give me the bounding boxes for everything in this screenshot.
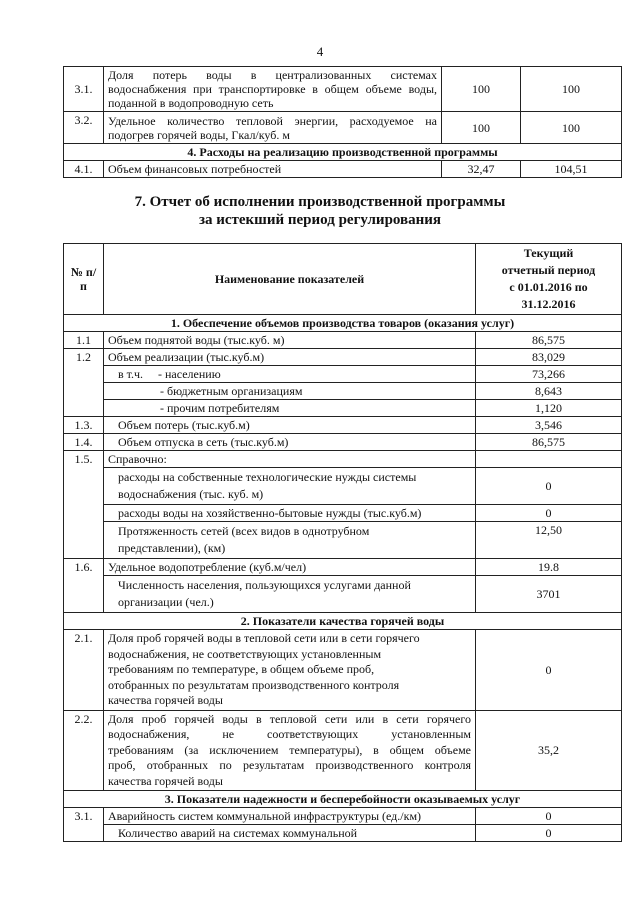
row-number: 3.2.	[64, 112, 104, 144]
row-value: 104,51	[521, 161, 622, 178]
table-row	[64, 366, 622, 383]
row-name: Численность населения, пользующихся услугами данной организации (чел.)	[104, 576, 476, 613]
header-num: № п/п	[64, 244, 104, 315]
row-name: Объем реализации (тыс.куб.м)	[104, 349, 476, 366]
table-row	[64, 417, 622, 434]
table-row	[64, 576, 622, 613]
table-row	[64, 522, 622, 559]
row-name: Справочно:	[104, 451, 476, 468]
table-row	[64, 451, 622, 468]
page-number: 4	[316, 44, 324, 59]
row-value: 0	[476, 808, 622, 825]
table-row	[64, 400, 622, 417]
row-name: расходы на собственные технологические нужды системы водоснабжения (тыс. куб. м)	[104, 468, 476, 505]
header-period: Текущий отчетный период с 01.01.2016 по 31.12.2016	[476, 244, 622, 315]
row-value: 19.8	[476, 559, 622, 576]
section-title: 3. Показатели надежности и бесперебойности оказываемых услуг	[64, 791, 622, 808]
row-value: 1,120	[476, 400, 622, 417]
row-value: 12,50	[476, 522, 622, 559]
row-value: 8,643	[476, 383, 622, 400]
row-name: Объем отпуска в сеть (тыс.куб.м)	[104, 434, 476, 451]
row-value: 83,029	[476, 349, 622, 366]
row-name: Удельное количество тепловой энергии, расходуемое на подогрев горячей воды, Гкал/куб. м	[104, 112, 442, 144]
row-value: 100	[442, 112, 521, 144]
row-name: Объем финансовых потребностей	[104, 161, 442, 178]
row-name: Доля потерь воды в централизованных системах водоснабжения при транспортировке в общем объеме воды, поданной в водопроводную сеть	[104, 67, 442, 112]
row-number: 3.1.	[64, 67, 104, 112]
row-number: 1.4.	[64, 434, 104, 451]
row-number: 3.1.	[64, 808, 104, 842]
row-name: - бюджетным организациям	[104, 383, 476, 400]
row-value: 100	[442, 67, 521, 112]
table-row	[64, 383, 622, 400]
section-row	[64, 315, 622, 332]
title-line: 7. Отчет об исполнении производственной программы	[134, 194, 506, 210]
table-row	[64, 808, 622, 825]
row-name: расходы воды на хозяйственно-бытовые нужды (тыс.куб.м)	[104, 505, 476, 522]
table-row	[64, 161, 622, 178]
row-number: 2.1.	[64, 630, 104, 711]
row-name: Аварийность систем коммунальной инфраструктуры (ед./км)	[104, 808, 476, 825]
header-row	[64, 244, 622, 315]
row-number: 1.2	[64, 349, 104, 417]
table-row	[64, 505, 622, 522]
table-row	[64, 710, 622, 791]
report-title	[0, 193, 640, 229]
row-value: 86,575	[476, 332, 622, 349]
table-row	[64, 349, 622, 366]
row-name: - прочим потребителям	[104, 400, 476, 417]
row-number: 1.6.	[64, 559, 104, 613]
row-value: 0	[476, 825, 622, 842]
table-row	[64, 559, 622, 576]
table-row	[64, 825, 622, 842]
row-value: 100	[521, 112, 622, 144]
row-number: 4.1.	[64, 161, 104, 178]
report-table	[63, 243, 622, 842]
table-row	[64, 434, 622, 451]
row-name: Удельное водопотребление (куб.м/чел)	[104, 559, 476, 576]
row-value: 0	[476, 505, 622, 522]
row-name: Протяженность сетей (всех видов в однотрубном представлении), (км)	[104, 522, 476, 559]
table-row	[64, 630, 622, 711]
title-line: за истекший период регулирования	[198, 212, 442, 228]
row-value: 0	[476, 630, 622, 711]
row-name: Объем потерь (тыс.куб.м)	[104, 417, 476, 434]
row-value: 100	[521, 67, 622, 112]
table-row	[64, 67, 622, 112]
section-title: 4. Расходы на реализацию производственной программы	[64, 144, 622, 161]
row-value: 0	[476, 468, 622, 505]
row-value: 73,266	[476, 366, 622, 383]
section-title: 1. Обеспечение объемов производства товаров (оказания услуг)	[64, 315, 622, 332]
row-number: 1.5.	[64, 451, 104, 559]
row-name: Доля проб горячей воды в тепловой сети или в сети горячего водоснабжения, не соответствующих установленным требованиям (за исключением температуры), в общем объеме проб, отобранных по результатам производственного контроля качества горячей воды	[104, 710, 476, 791]
row-number: 2.2.	[64, 710, 104, 791]
table-row	[64, 332, 622, 349]
row-number: 1.1	[64, 332, 104, 349]
row-value: 35,2	[476, 710, 622, 791]
row-name: Объем поднятой воды (тыс.куб. м)	[104, 332, 476, 349]
row-value: 32,47	[442, 161, 521, 178]
row-name: в т.ч. - населению	[104, 366, 476, 383]
section-row	[64, 613, 622, 630]
row-value: 3701	[476, 576, 622, 613]
row-name: Количество аварий на системах коммунальной	[104, 825, 476, 842]
top-table	[63, 66, 622, 178]
row-value: 86,575	[476, 434, 622, 451]
table-row	[64, 468, 622, 505]
row-value: 3,546	[476, 417, 622, 434]
header-name: Наименование показателей	[104, 244, 476, 315]
row-name: Доля проб горячей воды в тепловой сети или в сети горячего водоснабжения, не соответствующих установленным требованиям по температуре, в общем объеме проб, отобранных по результатам производственного контроля качества горячей воды	[104, 630, 476, 711]
table-row	[64, 112, 622, 144]
section-title: 2. Показатели качества горячей воды	[64, 613, 622, 630]
row-number: 1.3.	[64, 417, 104, 434]
section-row	[64, 791, 622, 808]
section-row	[64, 144, 622, 161]
